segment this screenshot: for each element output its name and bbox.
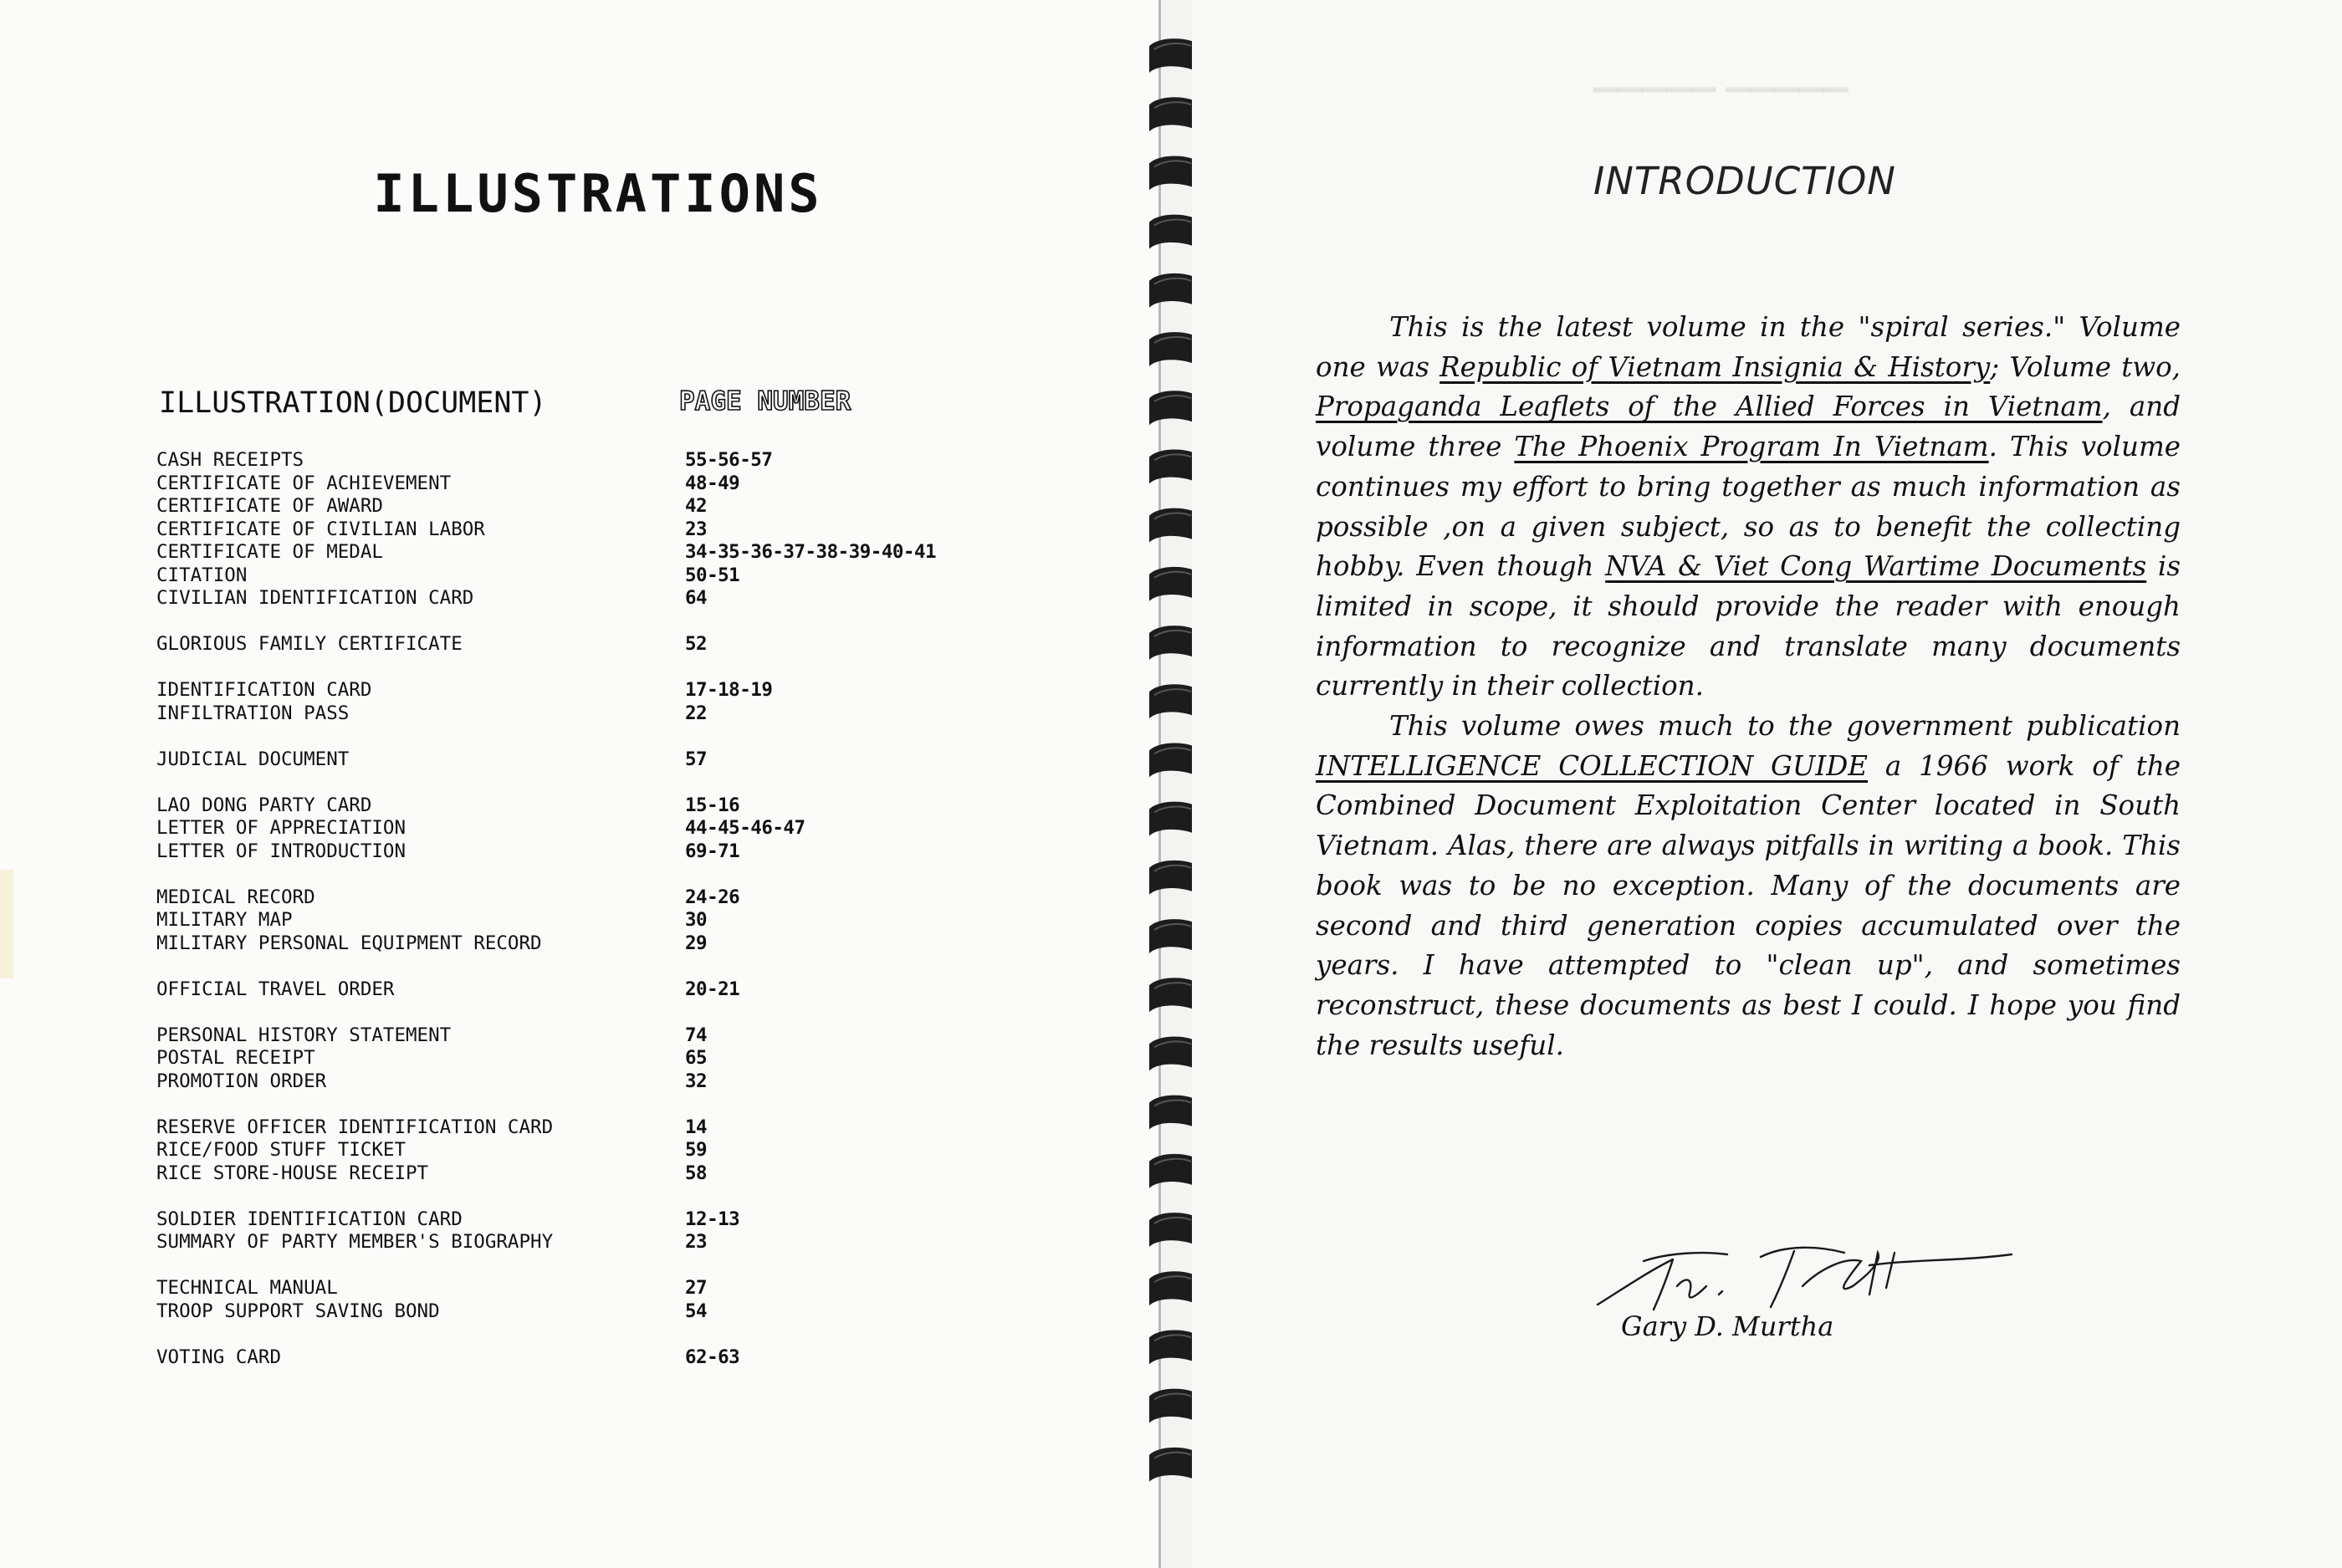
illustration-name: CIVILIAN IDENTIFICATION CARD <box>156 587 474 609</box>
bleed-through-text: ▔▔▔▔▔ ▔▔▔▔▔ <box>1593 88 1849 125</box>
illustration-name: CERTIFICATE OF MEDAL <box>156 541 383 563</box>
illustration-name: RESERVE OFFICER IDENTIFICATION CARD <box>156 1116 554 1138</box>
list-item <box>156 817 993 840</box>
paragraph-text: is limited in scope, it should provide the reader with enough information to recognize and translate many documents currently in their collection. <box>1316 550 2181 702</box>
list-item <box>156 794 993 818</box>
list-item <box>156 1070 993 1094</box>
illustration-page-number: 29 <box>685 932 708 954</box>
illustration-page-number: 69-71 <box>685 840 740 862</box>
illustration-name: RICE STORE-HOUSE RECEIPT <box>156 1162 429 1184</box>
list-item <box>156 1116 993 1140</box>
illustration-page-number: 15-16 <box>685 794 740 816</box>
signature-name: Gary D. Murtha <box>1621 1310 1834 1342</box>
book-title-guide: INTELLIGENCE COLLECTION GUIDE <box>1316 749 1869 782</box>
list-item <box>156 702 993 726</box>
illustration-page-number: 65 <box>685 1047 708 1069</box>
illustration-name: GLORIOUS FAMILY CERTIFICATE <box>156 633 463 655</box>
list-item <box>156 633 993 656</box>
illustration-page-number: 52 <box>685 633 708 655</box>
illustration-name: CASH RECEIPTS <box>156 449 304 471</box>
illustration-name: MILITARY MAP <box>156 909 293 931</box>
paragraph-text: This is the latest volume in the "spiral series." Volume one was <box>1316 311 2181 383</box>
list-item <box>156 886 993 910</box>
list-item <box>156 932 993 956</box>
illustration-name: SUMMARY OF PARTY MEMBER'S BIOGRAPHY <box>156 1231 554 1253</box>
list-item <box>156 1139 993 1162</box>
column-header-illustration: ILLUSTRATION(DOCUMENT) <box>159 386 547 420</box>
paragraph-text: , and volume three <box>1316 391 2181 463</box>
illustration-name: CERTIFICATE OF AWARD <box>156 495 383 517</box>
illustration-name: OFFICIAL TRAVEL ORDER <box>156 978 395 1000</box>
illustration-page-number: 59 <box>685 1139 708 1161</box>
illustration-page-number: 14 <box>685 1116 708 1138</box>
left-page <box>0 0 1158 1568</box>
illustration-name: MILITARY PERSONAL EQUIPMENT RECORD <box>156 932 542 954</box>
illustration-page-number: 54 <box>685 1300 708 1322</box>
illustration-name: LETTER OF APPRECIATION <box>156 817 407 839</box>
list-item <box>156 1231 993 1254</box>
introduction-paragraph-1 <box>1316 308 2181 707</box>
book-title-phoenix: The Phoenix Program In Vietnam <box>1514 431 1989 463</box>
list-item <box>156 978 993 1002</box>
paragraph-text: This volume owes much to the government publication <box>1389 710 2181 743</box>
illustration-name: RICE/FOOD STUFF TICKET <box>156 1139 407 1161</box>
illustration-page-number: 57 <box>685 748 708 770</box>
list-item <box>156 518 993 542</box>
column-headers <box>159 386 995 428</box>
spiral-binding <box>1148 0 1198 1568</box>
paragraph-text: . This volume continues my effort to bring together as much information as possible ,on a given subject, so as to benefit the collecting hobby. Even though <box>1316 431 2181 583</box>
illustration-page-number: 55-56-57 <box>685 449 773 471</box>
book-title-insignia: Republic of Vietnam Insignia & History <box>1439 350 1991 383</box>
page-tab <box>0 870 13 978</box>
illustration-page-number: 64 <box>685 587 708 609</box>
column-header-page-number: PAGE NUMBER <box>679 386 851 416</box>
introduction-body <box>1316 308 2181 1065</box>
list-item <box>156 472 993 496</box>
illustration-name: CITATION <box>156 564 248 586</box>
illustration-name: POSTAL RECEIPT <box>156 1047 315 1069</box>
illustration-page-number: 34-35-36-37-38-39-40-41 <box>685 541 937 563</box>
list-item <box>156 679 993 702</box>
illustration-page-number: 58 <box>685 1162 708 1184</box>
illustration-page-number: 62-63 <box>685 1346 740 1368</box>
list-item <box>156 1047 993 1070</box>
illustration-name: JUDICIAL DOCUMENT <box>156 748 350 770</box>
list-item <box>156 1300 993 1324</box>
illustration-name: INFILTRATION PASS <box>156 702 350 724</box>
list-item <box>156 1277 993 1300</box>
illustration-page-number: 32 <box>685 1070 708 1092</box>
list-item <box>156 541 993 564</box>
illustration-page-number: 27 <box>685 1277 708 1299</box>
list-item <box>156 587 993 610</box>
illustration-page-number: 22 <box>685 702 708 724</box>
paragraph-text: a 1966 work of the Combined Document Exploitation Center located in South Vietnam. Alas, there are always pitfalls in writing a book. This book was to be no exception. Many of the documents are second and third generation copies accumulated over the years. I have attempted to "clean up", and sometimes reconstruct, these documents as best I could. I hope you find the results useful. <box>1316 749 2181 1061</box>
illustration-name: PERSONAL HISTORY STATEMENT <box>156 1024 452 1046</box>
illustration-name: SOLDIER IDENTIFICATION CARD <box>156 1208 463 1230</box>
illustration-name: VOTING CARD <box>156 1346 282 1368</box>
book-title-propaganda: Propaganda Leaflets of the Allied Forces in Vietnam <box>1316 391 2103 423</box>
illustration-page-number: 12-13 <box>685 1208 740 1230</box>
illustration-page-number: 23 <box>685 518 708 540</box>
list-item <box>156 1208 993 1232</box>
introduction-paragraph-2 <box>1316 707 2181 1065</box>
illustrations-list <box>156 449 993 1369</box>
signature-scribble <box>1593 1236 2028 1320</box>
list-item <box>156 564 993 588</box>
illustration-name: TROOP SUPPORT SAVING BOND <box>156 1300 440 1322</box>
illustration-page-number: 23 <box>685 1231 708 1253</box>
paragraph-text: ; Volume two, <box>1990 350 2181 383</box>
illustration-page-number: 24-26 <box>685 886 740 908</box>
illustrations-title: ILLUSTRATIONS <box>373 163 823 224</box>
right-page <box>1192 0 2342 1568</box>
illustration-page-number: 50-51 <box>685 564 740 586</box>
list-item <box>156 449 993 472</box>
illustration-page-number: 17-18-19 <box>685 679 773 701</box>
illustration-name: LAO DONG PARTY CARD <box>156 794 372 816</box>
introduction-title: INTRODUCTION <box>1593 159 1896 203</box>
list-item <box>156 1162 993 1186</box>
illustration-page-number: 48-49 <box>685 472 740 494</box>
list-item <box>156 495 993 518</box>
illustration-name: CERTIFICATE OF CIVILIAN LABOR <box>156 518 485 540</box>
illustration-name: PROMOTION ORDER <box>156 1070 327 1092</box>
illustration-page-number: 20-21 <box>685 978 740 1000</box>
illustration-name: MEDICAL RECORD <box>156 886 315 908</box>
list-item <box>156 1024 993 1048</box>
illustration-name: CERTIFICATE OF ACHIEVEMENT <box>156 472 452 494</box>
illustration-name: LETTER OF INTRODUCTION <box>156 840 407 862</box>
illustration-page-number: 30 <box>685 909 708 931</box>
list-item <box>156 840 993 864</box>
list-item <box>156 909 993 932</box>
book-title-nva: NVA & Viet Cong Wartime Documents <box>1605 550 2147 583</box>
illustration-name: IDENTIFICATION CARD <box>156 679 372 701</box>
list-item <box>156 1346 993 1370</box>
illustration-name: TECHNICAL MANUAL <box>156 1277 338 1299</box>
illustration-page-number: 42 <box>685 495 708 517</box>
list-item <box>156 748 993 772</box>
illustration-page-number: 74 <box>685 1024 708 1046</box>
illustration-page-number: 44-45-46-47 <box>685 817 805 839</box>
